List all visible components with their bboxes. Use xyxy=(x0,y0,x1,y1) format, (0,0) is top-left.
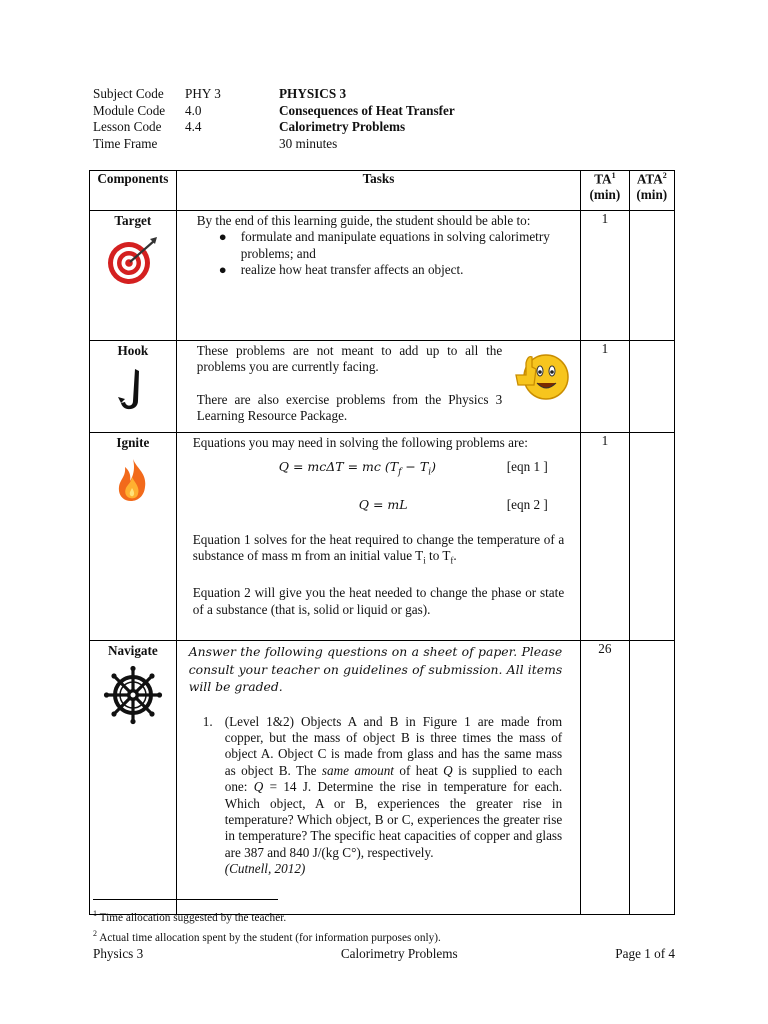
hook-component-cell xyxy=(90,341,177,433)
question-1-emphasis: same amount xyxy=(321,762,394,778)
hook-icon xyxy=(90,365,176,415)
navigate-instructions: Answer the following questions on a sheet of paper. Please consult your teacher on guidelines of submission. All items will be graded. xyxy=(188,644,563,694)
footnote-1-number: 1 xyxy=(93,909,97,918)
lesson-code-value: 4.4 xyxy=(185,119,202,134)
ignite-ta-value: 1 xyxy=(581,433,629,641)
question-1-text-c: is supplied to each one: xyxy=(224,762,563,795)
target-row xyxy=(90,211,675,341)
question-number: 1. xyxy=(202,713,213,729)
question-1-q: Q xyxy=(443,762,453,778)
ignite-task-cell xyxy=(176,433,580,641)
ta-unit: (min) xyxy=(589,187,621,203)
target-task-cell xyxy=(176,211,580,341)
footnote-2-text: Actual time allocation spent by the student (for information purposes only). xyxy=(97,931,441,944)
target-label: Target xyxy=(114,213,152,228)
eq1-close: ) xyxy=(431,459,436,475)
lesson-code-label: Lesson Code xyxy=(93,119,162,134)
ship-wheel-icon xyxy=(90,665,176,725)
tasks-header: Tasks xyxy=(176,171,580,211)
ignite-label: Ignite xyxy=(116,435,150,450)
ignite-p1-to: to T xyxy=(425,548,451,564)
target-component-cell xyxy=(90,211,177,341)
subject-title: PHYSICS 3 xyxy=(279,86,347,101)
footnotes xyxy=(93,906,441,946)
ata-footnote-ref: 2 xyxy=(662,171,667,180)
navigate-row xyxy=(90,641,675,915)
learning-guide-table xyxy=(89,170,675,915)
module-code-label: Module Code xyxy=(93,102,166,118)
lesson-header xyxy=(93,86,455,152)
ta-footnote-ref: 1 xyxy=(611,171,616,180)
eq1-expression: Q = mcΔT = mc (T xyxy=(278,459,399,475)
module-code-row xyxy=(93,103,455,120)
navigate-component-cell xyxy=(90,641,177,915)
time-frame-label: Time Frame xyxy=(93,135,158,151)
target-objective-2: realize how heat transfer affects an object. xyxy=(240,262,464,278)
module-code-value: 4.0 xyxy=(185,102,202,118)
ignite-p1-sub-f: f xyxy=(450,555,454,566)
lesson-title: Calorimetry Problems xyxy=(279,119,406,134)
hook-task-cell xyxy=(176,341,580,433)
footnote-2-number: 2 xyxy=(93,928,97,938)
eq1-sub-f: f xyxy=(398,467,402,478)
list-item: ● realize how heat transfer affects an object. xyxy=(219,262,568,278)
subject-code-row xyxy=(93,86,455,103)
target-icon xyxy=(90,235,176,287)
lesson-code-row xyxy=(93,119,455,136)
ignite-p1-text: Equation 1 solves for the heat required to change the temperature of a substance of mass m from an initial value T xyxy=(192,531,565,564)
footnote-1 xyxy=(93,906,441,926)
hook-paragraph-2: There are also exercise problems from the Physics 3 Learning Resource Package. xyxy=(196,391,503,424)
ignite-component-cell xyxy=(90,433,177,641)
time-frame-code xyxy=(185,136,279,153)
flame-icon xyxy=(90,457,176,503)
list-item xyxy=(203,714,562,878)
question-1 xyxy=(225,714,562,878)
footnote-1-text: Time allocation suggested by the teacher. xyxy=(97,911,287,924)
footnote-divider xyxy=(93,899,278,900)
ignite-intro: Equations you may need in solving the following problems are: xyxy=(192,435,528,450)
question-1-text-d: = 14 J. Determine the rise in temperature for each. Which object, A or B, experiences the greater rise in temperature? Which object, B or C, experiences the greater rise in temperature? The specific heat capacities of copper and glass are 387 and 840 J/(kg C°), respectively. xyxy=(224,779,563,860)
eq1-sub-i: i xyxy=(428,467,432,478)
eq2-label: [eqn 2 ] xyxy=(506,497,548,513)
hook-row xyxy=(90,341,675,433)
navigate-ata-cell xyxy=(629,641,674,915)
target-intro: By the end of this learning guide, the student should be able to: xyxy=(196,213,531,228)
hook-ta-value: 1 xyxy=(581,341,629,433)
eq1-minus: − T xyxy=(401,459,429,475)
ta-label: TA xyxy=(594,171,612,187)
equation-2 xyxy=(359,497,564,513)
page-footer xyxy=(93,946,675,962)
footnote-2 xyxy=(93,926,441,946)
hook-ata-cell xyxy=(629,341,674,433)
ignite-p1-period: . xyxy=(453,548,457,564)
components-header: Components xyxy=(90,171,177,211)
ata-unit: (min) xyxy=(636,187,668,203)
table-header-row xyxy=(90,171,675,211)
thumbs-up-smiley-icon xyxy=(512,347,572,407)
ta-header xyxy=(581,171,629,211)
hook-paragraph-1: These problems are not meant to add up to all the problems you are currently facing. xyxy=(196,343,503,375)
question-1-text-b: of heat xyxy=(393,762,444,778)
footer-lesson: Calorimetry Problems xyxy=(340,946,458,961)
ata-label: ATA xyxy=(636,171,663,187)
ignite-row xyxy=(90,433,675,641)
ignite-ata-cell xyxy=(629,433,674,641)
ignite-p1-sub-i: i xyxy=(423,555,426,566)
ignite-paragraph-1 xyxy=(193,532,564,569)
subject-code-label: Subject Code xyxy=(93,86,164,101)
navigate-label: Navigate xyxy=(107,643,158,658)
equation-1 xyxy=(279,459,564,481)
question-1-citation: (Cutnell, 2012) xyxy=(224,861,306,877)
target-objective-1: formulate and manipulate equations in solving calorimetry problems; and xyxy=(240,229,550,261)
subject-code-value: PHY 3 xyxy=(185,86,221,101)
eq2-expression: Q = mL xyxy=(358,497,408,513)
question-1-text-a: (Level 1&2) Objects A and B in Figure 1 are made from copper, but the mass of object B is three times the mass of object A. Object C is made from glass and has the same mass as object B. The xyxy=(224,713,563,778)
navigate-ta-value: 26 xyxy=(581,641,629,915)
navigate-task-cell xyxy=(176,641,580,915)
target-ta-value: 1 xyxy=(581,211,629,341)
question-1-q2: Q xyxy=(253,779,264,795)
time-frame-row xyxy=(93,136,455,153)
list-item: ● formulate and manipulate equations in solving calorimetry problems; and xyxy=(219,229,568,262)
footer-course: Physics 3 xyxy=(93,946,144,961)
eq1-label: [eqn 1 ] xyxy=(506,459,548,475)
hook-label: Hook xyxy=(117,343,149,358)
module-title: Consequences of Heat Transfer xyxy=(279,102,455,118)
page-number: Page 1 of 4 xyxy=(615,946,675,961)
target-ata-cell xyxy=(629,211,674,341)
time-frame-value: 30 minutes xyxy=(279,135,338,151)
ata-header xyxy=(629,171,674,211)
ignite-paragraph-2: Equation 2 will give you the heat needed to change the phase or state of a substance (that is, solid or liquid or gas). xyxy=(192,585,565,617)
